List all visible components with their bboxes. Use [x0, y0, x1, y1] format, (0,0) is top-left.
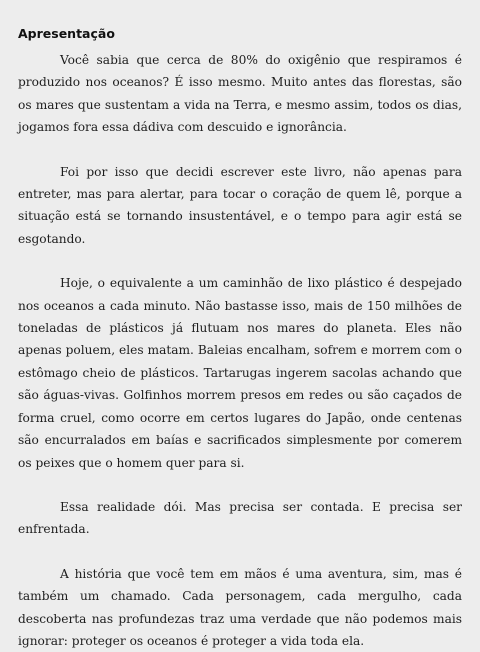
paragraph-5: A história que você tem em mãos é uma aventura, sim, mas é também um chamado. Cada personagem, cada mergulho, cada descoberta nas profundezas traz uma verdade que não podemos mais ignorar: proteger os oceanos é proteger a vida toda ela.: [18, 566, 462, 648]
paragraph-2: Foi por isso que decidi escrever este livro, não apenas para entreter, mas para alertar, para tocar o coração de quem lê, porque a situação está se tornando insustentável, e o tempo para agir está se esgotando.: [18, 164, 462, 246]
paragraph-4: Essa realidade dói. Mas precisa ser contada. E precisa ser enfrentada.: [18, 499, 462, 537]
section-heading: Apresentação: [18, 26, 115, 41]
paragraph-3: Hoje, o equivalente a um caminhão de lixo plástico é despejado nos oceanos a cada minuto. Não bastasse isso, mais de 150 milhões de toneladas de plásticos já flutuam nos mares do planeta. Eles não apenas poluem, eles matam. Baleias encalham, sofrem e morrem com o estômago cheio de plásticos. Tartarugas ingerem sacolas achando que são águas-vivas. Golfinhos morrem presos em redes ou são caçados de forma cruel, como ocorre em certos lugares do Japão, onde centenas são encurralados em baías e sacrificados simplesmente por comerem os peixes que o homem quer para si.: [18, 276, 462, 470]
paragraph-1: Você sabia que cerca de 80% do oxigênio que respiramos é produzido nos oceanos? É isso mesmo. Muito antes das florestas, são os mares que sustentam a vida na Terra, e mesmo assim, todos os dias, jogamos fora essa dádiva com descuido e ignorância.: [18, 53, 462, 135]
